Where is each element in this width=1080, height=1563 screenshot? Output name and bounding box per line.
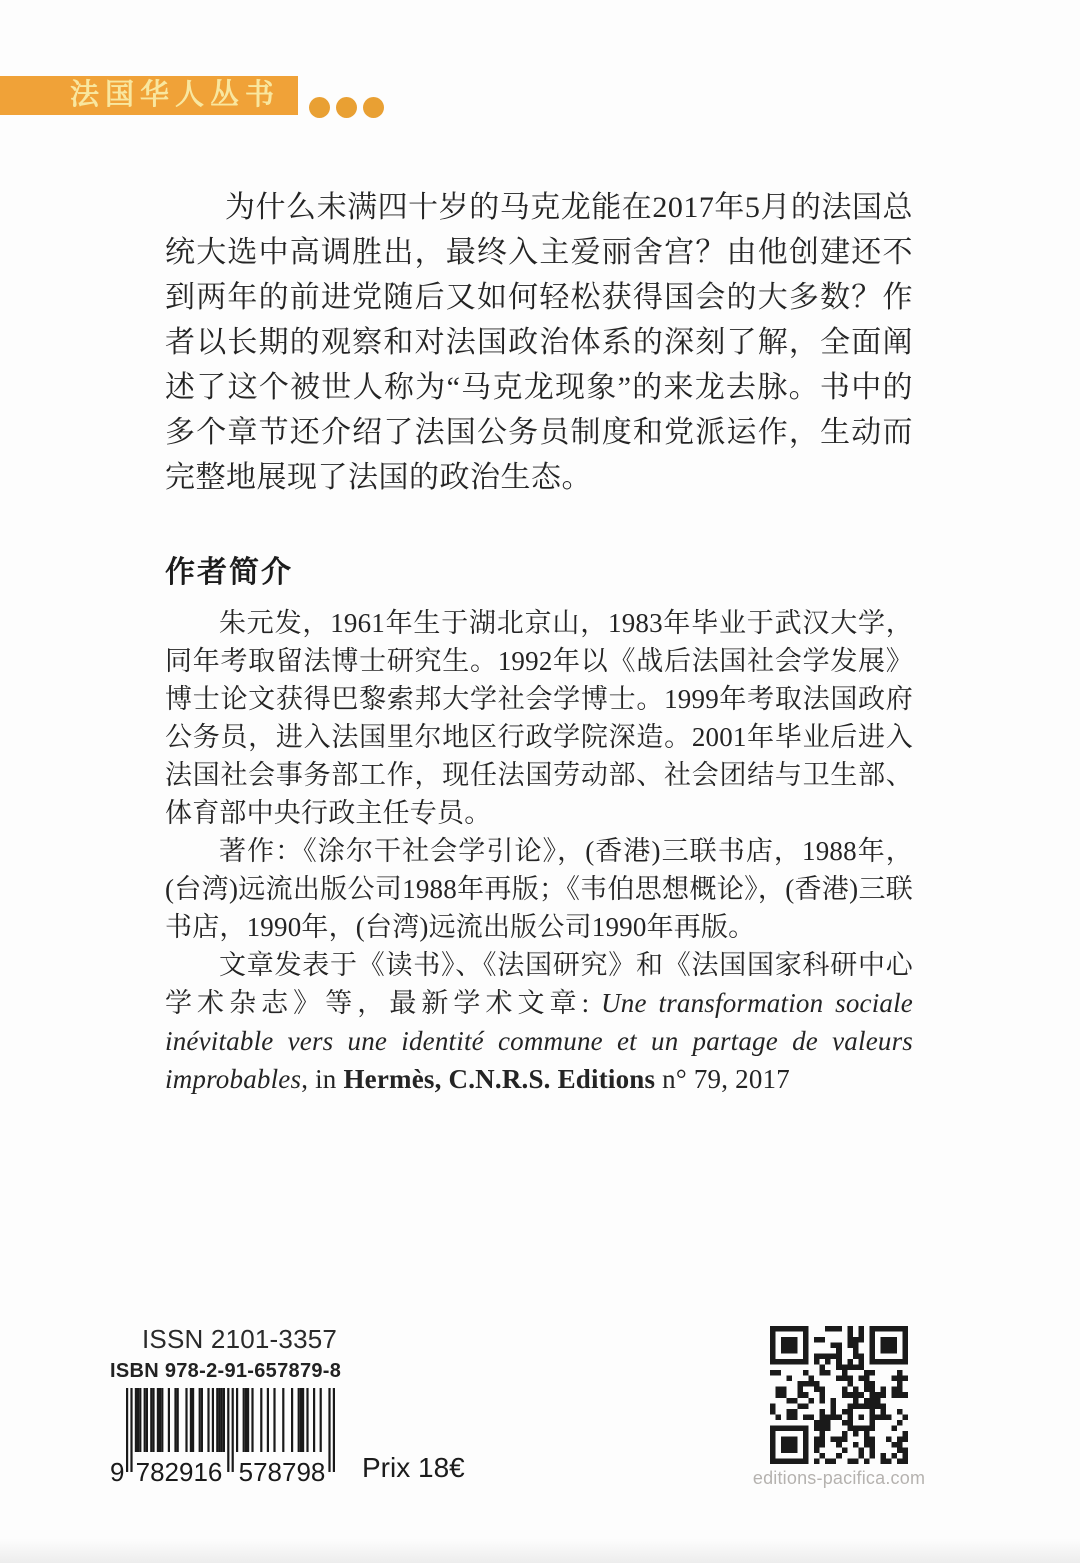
author-section-heading: 作者简介 xyxy=(165,556,293,589)
series-banner xyxy=(0,76,298,115)
article-title-french: Une transformation sociale inévitable vers une identité commune et un partage de valeurs improbables xyxy=(165,988,913,1094)
barcode-icon xyxy=(110,1388,342,1486)
articles-middle: , in xyxy=(301,1064,344,1094)
banner-dots xyxy=(309,97,384,118)
synopsis-paragraph: 为什么未满四十岁的马克龙能在2017年5月的法国总统大选中高调胜出，最终入主爱丽舍宫？由他创建还不到两年的前进党随后又如何轻松获得国会的大多数？作者以长期的观察和对法国政治体系的深刻了解，全面阐述了这个被世人称为“马克龙现象”的来龙去脉。书中的多个章节还介绍了法国公务员制度和党派运作，生动而完整地展现了法国的政治生态。 xyxy=(165,191,913,494)
svg-text:9: 9 xyxy=(110,1457,125,1486)
svg-text:782916: 782916 xyxy=(135,1457,223,1486)
author-bio-block xyxy=(165,604,913,1098)
author-bio-paragraph: 朱元发，1961年生于湖北京山，1983年毕业于武汉大学，同年考取留法博士研究生。1992年以《战后法国社会学发展》博士论文获得巴黎索邦大学社会学博士。1999年考取法国政府公务员，进入法国里尔地区行政学院深造。2001年毕业后进入法国社会事务部工作，现任法国劳动部、社会团结与卫生部、体育部中央行政主任专员。 xyxy=(165,608,913,828)
issn-label: ISSN 2101-3357 xyxy=(142,1324,338,1354)
isbn-label: ISBN 978-2-91-657879-8 xyxy=(110,1360,342,1382)
author-works-paragraph: 著作：《涂尔干社会学引论》，(香港)三联书店，1988年，(台湾)远流出版公司1988年再版；《韦伯思想概论》，(香港)三联书店，1990年，(台湾)远流出版公司1990年再版。 xyxy=(165,836,913,942)
series-banner-label: 法国华人丛书 xyxy=(70,79,281,111)
banner-dot-icon xyxy=(309,97,330,118)
svg-text:578798: 578798 xyxy=(238,1457,326,1486)
author-articles-paragraph xyxy=(165,946,913,1098)
publisher-name: Hermès, C.N.R.S. Editions xyxy=(343,1064,656,1094)
website-label: editions-pacifica.com xyxy=(752,1468,926,1488)
banner-dot-icon xyxy=(363,97,384,118)
articles-prefix: 文章发表于《读书》、《法国研究》和《法国国家科研中心学术杂志》等，最新学术文章: xyxy=(165,950,913,1018)
price-label: Prix 18€ xyxy=(362,1452,465,1483)
articles-suffix: n° 79, 2017 xyxy=(655,1064,790,1094)
banner-dot-icon xyxy=(336,97,357,118)
qr-code-icon xyxy=(770,1326,908,1464)
